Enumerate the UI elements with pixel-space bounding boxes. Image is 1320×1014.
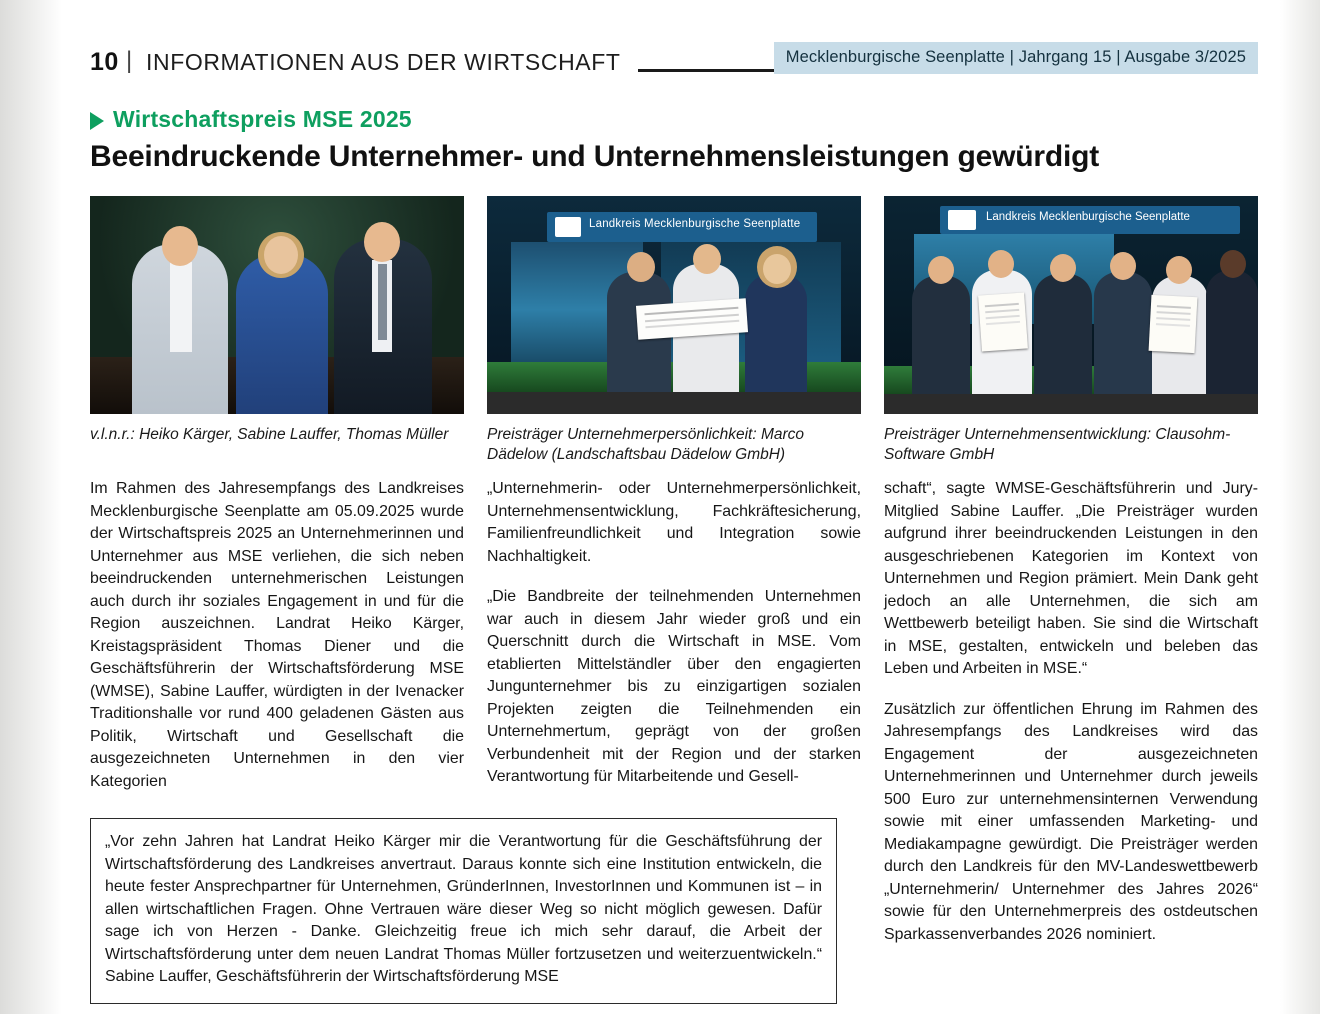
photo-caption: Preisträger Unternehmensentwicklung: Clausohm-Software GmbH: [884, 426, 1231, 464]
photo-award-personality: [487, 196, 861, 414]
page-content: [90, 0, 1258, 1014]
photo-award-guests: [90, 196, 464, 414]
banner-text: Landkreis Mecklenburgische Seenplatte: [589, 218, 801, 230]
county-logo-icon: [555, 217, 581, 237]
stage-banner: [940, 206, 1240, 234]
banner-text: Landkreis Mecklenburgische Seenplatte: [986, 211, 1190, 223]
page-number: 10: [90, 48, 119, 76]
column-3: [884, 478, 1258, 946]
page-title: Beeindruckende Unternehmer- und Unternehmensleistungen gewürdigt: [90, 140, 1100, 173]
photo-row: [90, 196, 1258, 466]
pull-quote-box: [90, 818, 837, 1004]
pull-quote-text: „Vor zehn Jahren hat Landrat Heiko Kärger mir die Verantwortung für die Geschäftsführung der Wirtschaftsförderung des Landkreises anvertraut. Daraus konnte sich eine Institution entwickeln, die heute fester Ansprechpartner für Unternehmen, GründerInnen, InvestorInnen und Kommunen ist – in allen wirtschaftlichen Fragen. Ohne Vertrauen wäre dieser Weg so nicht möglich gewesen. Dafür sage ich von Herzen - Danke. Gleichzeitig freue ich mich sehr darauf, die Arbeit der Wirtschaftsförderung unter dem neuen Landrat Thomas Müller fortzusetzen und weiterzuentwickeln.“ Sabine Lauffer, Geschäftsführerin der Wirtschaftsförderung MSE: [105, 833, 822, 985]
triangle-right-icon: [90, 112, 104, 130]
masthead: [90, 0, 1258, 76]
kicker-label: Wirtschaftspreis MSE 2025: [113, 106, 412, 132]
paragraph: Zusätzlich zur öffentlichen Ehrung im Rahmen des Jahresempfangs des Landkreises wird das Engagement der ausgezeichneten Unternehmerinnen und Unternehmer durch jeweils 500 Euro zur unternehmensinternen Verwendung sowie mit einer umfassenden Marketing- und Mediakampagne gewürdigt. Die Preisträger werden durch den Landkreis für den MV-Landeswettbewerb „Unternehmerin/ Unternehmer des Jahres 2026“ sowie für den Unternehmerpreis des ostdeutschen Sparkassenverbandes 2026 nominiert.: [884, 700, 1258, 943]
issue-badge: Mecklenburgische Seenplatte | Jahrgang 15 | Ausgabe 3/2025: [774, 42, 1258, 74]
photo-block-1: [90, 196, 464, 466]
county-logo-icon: [948, 210, 976, 230]
photo-caption: Preisträger Unternehmerpersönlichkeit: Marco Dädelow (Landschaftsbau Dädelow GmbH): [487, 426, 805, 464]
photo-award-development: [884, 196, 1258, 414]
article-kicker: [90, 106, 412, 133]
paragraph: schaft“, sagte WMSE-Geschäftsführerin und Jury-Mitglied Sabine Lauffer. „Die Preisträger wurden aufgrund ihrer beeindruckenden Leistungen in den ausgeschriebenen Kategorien im Kontext von Unternehmen und Region prämiert. Mein Dank geht jedoch an alle Unternehmen, die sich am Wettbewerb beteiligt haben. Sie sind die Wirtschaft in MSE, gestalten, entwickeln und beleben das Leben und Arbeiten in MSE.“: [884, 480, 1258, 677]
stage-banner: [547, 212, 817, 242]
masthead-separator: |: [126, 47, 133, 74]
photo-caption: v.l.n.r.: Heiko Kärger, Sabine Lauffer, Thomas Müller: [90, 426, 449, 443]
paragraph: „Die Bandbreite der teilnehmenden Unternehmen war auch in diesem Jahr wieder groß und ein Querschnitt durch die Wirtschaft in MSE. Vom etablierten Mittelständler über den engagierten Jungunternehmer bis zu einzigartigen sozialen Projekten zeigten die Teilnehmenden ein Unternehmertum, geprägt von der großen Verbundenheit mit der Region und der starken Verantwortung für Mitarbeitende und Gesell-: [487, 588, 861, 785]
paragraph: „Unternehmerin- oder Unternehmerpersönlichkeit, Unternehmensentwicklung, Fachkräftesicherung, Familienfreundlichkeit und Integration sowie Nachhaltigkeit.: [487, 480, 861, 565]
section-title: INFORMATIONEN AUS DER WIRTSCHAFT: [146, 49, 621, 75]
photo-block-3: [884, 196, 1258, 466]
photo-block-2: [487, 196, 861, 466]
paragraph: Im Rahmen des Jahresempfangs des Landkreises Mecklenburgische Seenplatte am 05.09.2025 wurde der Wirtschaftspreis 2025 an Unternehmerinnen und Unternehmer aus MSE verliehen, die sich neben beeindruckenden unternehmerischen Leistungen auch durch ihr soziales Engagement in und für die Region auszeichnen. Landrat Heiko Kärger, Kreistagspräsident Thomas Diener und die Geschäftsführerin der Wirtschaftsförderung MSE (WMSE), Sabine Lauffer, würdigten in der Ivenacker Traditionshalle vor rund 400 geladenen Gästen aus Politik, Wirtschaft und Gesellschaft die ausgezeichneten Unternehmen in den vier Kategorien: [90, 480, 464, 790]
